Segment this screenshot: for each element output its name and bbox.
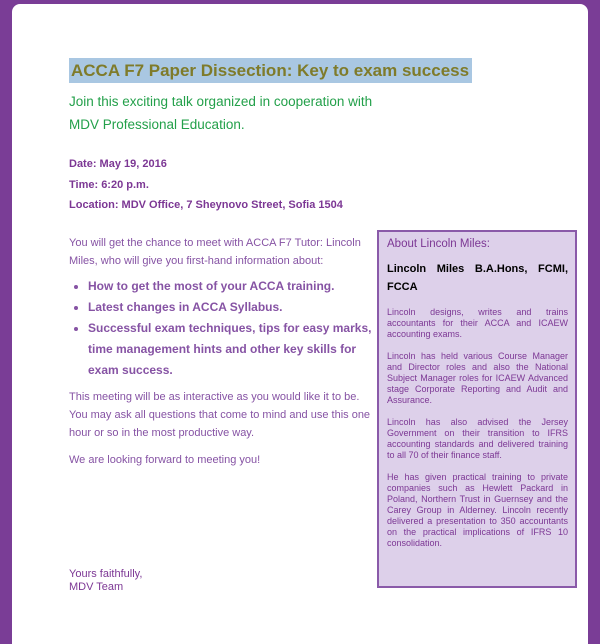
topic-list [69,276,379,381]
closing-line: Yours faithfully, [69,568,143,580]
signature-line: MDV Team [69,581,124,593]
topic-item: • How to get the most of your ACCA training. [88,276,379,297]
intro-line-1: Join this exciting talk organized in cooperation with [69,94,373,109]
bio-paragraph: Lincoln designs, writes and trains accountants for their ACCA and ICAEW accounting exams. [387,307,568,339]
about-heading: About Lincoln Miles: [387,238,490,250]
about-speaker-box [377,230,577,588]
intro-text [69,90,399,136]
bio-paragraph: Lincoln has held various Course Manager and Director roles and also the National Subject Manager roles for ICAEW Advanced stage Corporate Reporting and Audit and Assurance. [387,351,568,405]
invitation-body [69,234,379,469]
document-page [12,4,588,644]
interactive-paragraph: This meeting will be as interactive as you would like it to be. You may ask all questions that come to mind and use this one hour or so in the most productive way. [69,391,371,439]
bio-paragraph: Lincoln has also advised the Jersey Government on their transition to IFRS accounting standards and delivered training to all 70 of their finance staff. [387,417,568,460]
page-title: ACCA F7 Paper Dissection: Key to exam success [69,58,472,83]
event-date: Date: May 19, 2016 [69,158,167,170]
lead-paragraph: You will get the chance to meet with ACCA F7 Tutor: Lincoln Miles, who will give you first-hand information about: [69,237,361,267]
bio-paragraph: He has given practical training to private companies such as Hewlett Packard in Poland, Northern Trust in Guernsey and the Carey Group in Alderney. Lincoln recently delivered a presentation to 350 accountants on the practical implications of IFRS 10 consolidation. [387,472,568,548]
event-details [69,154,343,216]
intro-line-2: MDV Professional Education. [69,117,245,132]
topic-item: • Latest changes in ACCA Syllabus. [88,297,379,318]
event-time: Time: 6:20 p.m. [69,178,149,191]
forward-paragraph: We are looking forward to meeting you! [69,454,261,466]
event-location: Location: MDV Office, 7 Sheynovo Street, Sofia 1504 [69,199,343,211]
speaker-name: Lincoln Miles B.A.Hons, FCMI, FCCA [387,263,568,293]
topic-item: • Successful exam techniques, tips for easy marks, time management hints and other key skills for exam success. [88,318,379,381]
closing-signature [69,568,142,594]
